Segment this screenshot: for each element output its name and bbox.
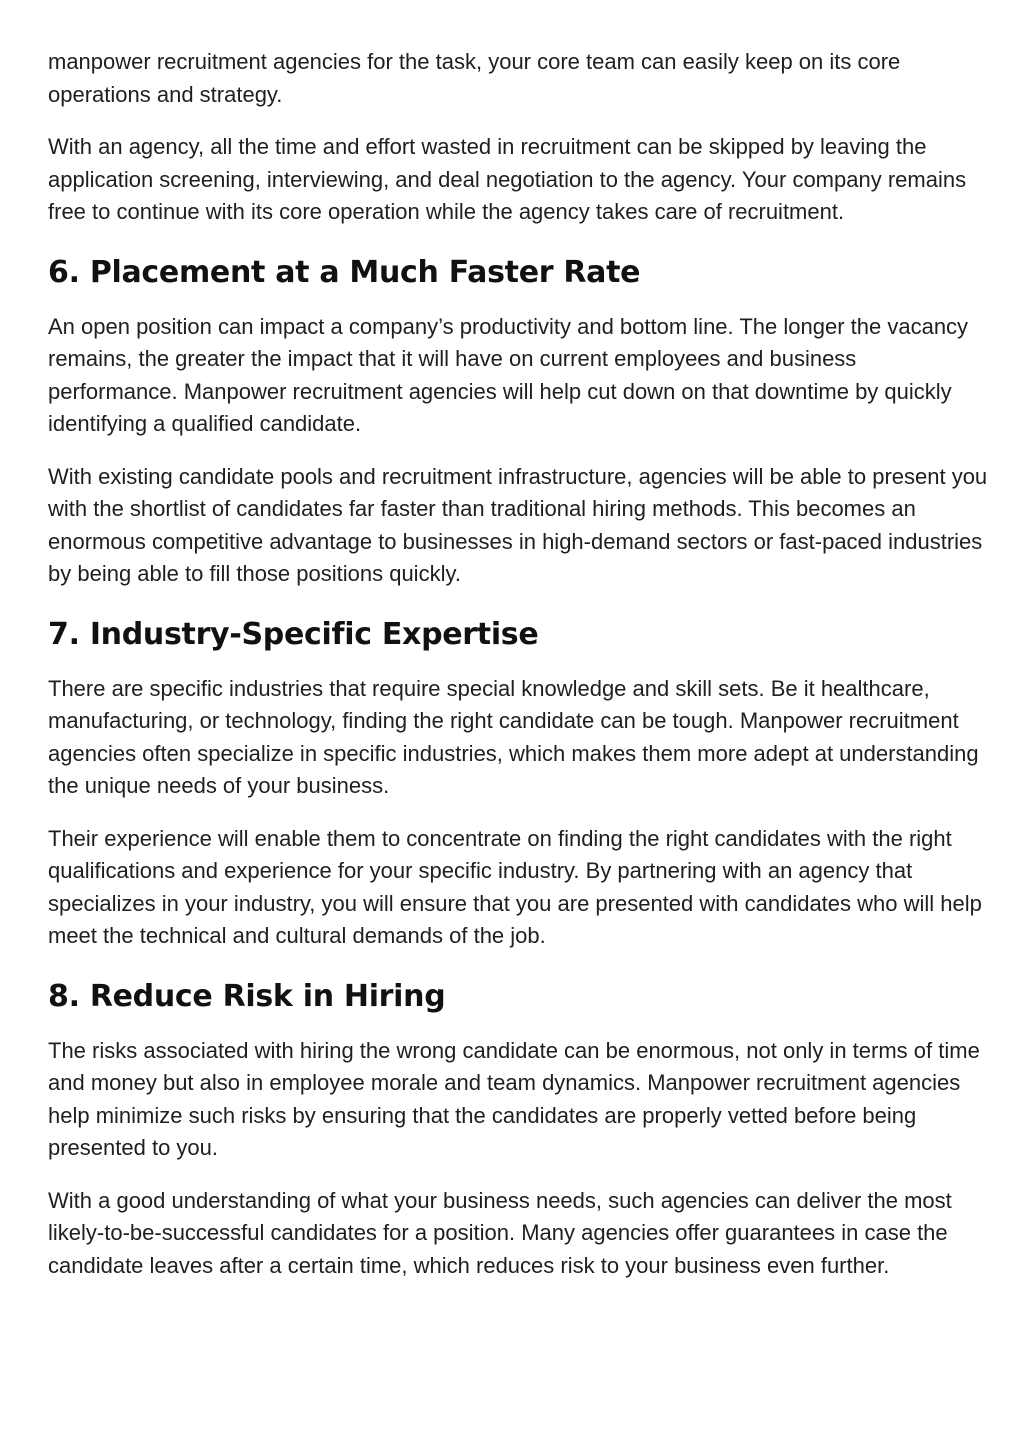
intro-paragraph-2: With an agency, all the time and effort wasted in recruitment can be skipped by leaving the application screening, interviewing, and deal negotiation to the agency. Your company remains free to continue with its core operation while the agency takes care of recruitment. bbox=[48, 134, 967, 224]
section-heading-risk: 8. Reduce Risk in Hiring bbox=[48, 978, 446, 1014]
section-paragraph: Their experience will enable them to concentrate on finding the right candidates with the right qualifications and experience for your specific industry. By partnering with an agency that specializes in your industry, you will ensure that you are presented with candidates who will help meet the technical and cultural demands of the job. bbox=[48, 825, 982, 948]
section-paragraph: With a good understanding of what your business needs, such agencies can deliver the most likely-to-be-successful candidates for a position. Many agencies offer guarantees in case the candidate leaves after a certain time, which reduces risk to your business even further. bbox=[48, 1187, 952, 1278]
section-paragraph: There are specific industries that require special knowledge and skill sets. Be it healthcare, manufacturing, or technology, finding the right candidate can be tough. Manpower recruitment agencies often specialize in specific industries, which makes them more adept at understanding the unique needs of your business. bbox=[48, 675, 979, 798]
section-paragraph: With existing candidate pools and recruitment infrastructure, agencies will be able to present you with the shortlist of candidates far faster than traditional hiring methods. This becomes an enormous competitive advantage to businesses in high-demand sectors or fast-paced industries by being able to fill those positions quickly. bbox=[48, 463, 988, 586]
section-heading-placement: 6. Placement at a Much Faster Rate bbox=[48, 254, 641, 290]
section-paragraph: The risks associated with hiring the wrong candidate can be enormous, not only in terms of time and money but also in employee morale and team dynamics. Manpower recruitment agencies help minimize such risks by ensuring that the candidates are properly vetted before being presented to you. bbox=[48, 1037, 980, 1160]
intro-paragraph-1: manpower recruitment agencies for the task, your core team can easily keep on its core operations and strategy. bbox=[48, 49, 901, 107]
section-heading-expertise: 7. Industry-Specific Expertise bbox=[48, 616, 539, 652]
section-paragraph: An open position can impact a company’s productivity and bottom line. The longer the vacancy remains, the greater the impact that it will have on current employees and business performance. Manpower recruitment agencies will help cut down on that downtime by quickly identifying a qualified candidate. bbox=[48, 313, 969, 436]
document-page bbox=[48, 46, 988, 1302]
